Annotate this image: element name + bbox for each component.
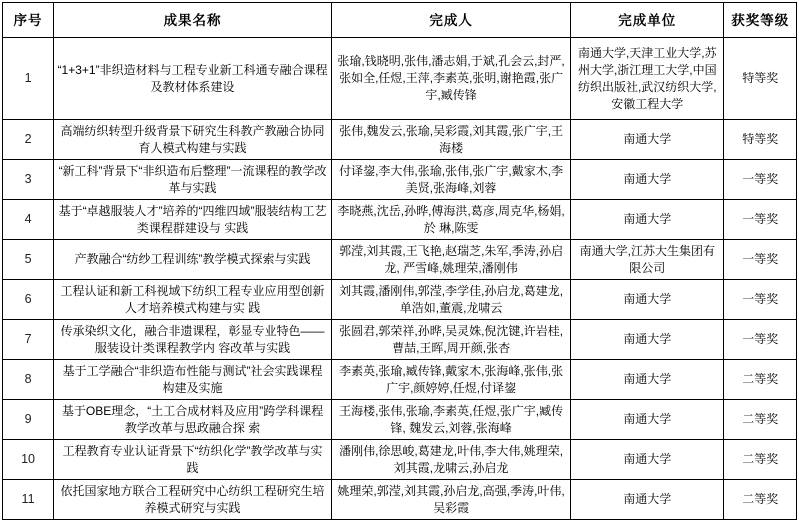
- table-row: [3, 160, 797, 200]
- cell-completing-unit: 南通大学: [571, 120, 724, 160]
- cell-achievement-name: 基于工学融合“非织造布性能与测试”社会实践课程构建及实施: [54, 360, 332, 400]
- cell-contributors: 李素英,张瑜,臧传锋,戴家木,张海峰,张伟,张广宇,颜婷婷,任煜,付译鋆: [332, 360, 571, 400]
- cell-row-number: 8: [3, 360, 54, 400]
- cell-completing-unit: 南通大学: [571, 280, 724, 320]
- table-row: [3, 480, 797, 520]
- header-cell-award: 获奖等级: [724, 3, 797, 38]
- cell-row-number: 1: [3, 38, 54, 120]
- cell-achievement-name: 工程认证和新工科视域下纺织工程专业应用型创新人才培养模式构建与实 践: [54, 280, 332, 320]
- cell-award-level: 二等奖: [724, 440, 797, 480]
- cell-row-number: 5: [3, 240, 54, 280]
- cell-completing-unit: 南通大学: [571, 360, 724, 400]
- table-row: [3, 38, 797, 120]
- cell-contributors: 张圆君,郭荣祥,孙晔,吴灵姝,倪沈键,许岩桂,曹喆,王晖,周开颜,张杏: [332, 320, 571, 360]
- table-row: [3, 120, 797, 160]
- cell-contributors: 潘刚伟,徐思峻,葛建龙,叶伟,李大伟,姚理荣,刘其霞,龙啸云,孙启龙: [332, 440, 571, 480]
- cell-row-number: 2: [3, 120, 54, 160]
- cell-contributors: 王海楼,张伟,张瑜,李素英,任煜,张广宇,臧传锋, 魏发云,刘蓉,张海峰: [332, 400, 571, 440]
- cell-award-level: 一等奖: [724, 160, 797, 200]
- cell-row-number: 4: [3, 200, 54, 240]
- cell-row-number: 7: [3, 320, 54, 360]
- cell-contributors: 姚理荣,郭滢,刘其霞,孙启龙,高强,季涛,叶伟,吴彩霞: [332, 480, 571, 520]
- cell-completing-unit: 南通大学,江苏大生集团有限公司: [571, 240, 724, 280]
- cell-completing-unit: 南通大学: [571, 160, 724, 200]
- header-cell-no: 序号: [3, 3, 54, 38]
- cell-achievement-name: “1+3+1”非织造材料与工程专业新工科通专融合课程及教材体系建设: [54, 38, 332, 120]
- cell-award-level: 二等奖: [724, 360, 797, 400]
- cell-completing-unit: 南通大学,天津工业大学,苏州大学,浙江理工大学,中国纺织出版社,武汉纺织大学,安徽工程大学: [571, 38, 724, 120]
- cell-award-level: 一等奖: [724, 320, 797, 360]
- cell-achievement-name: 高端纺织转型升级背景下研究生科教产教融合协同育人模式构建与实践: [54, 120, 332, 160]
- cell-award-level: 二等奖: [724, 400, 797, 440]
- header-cell-name: 成果名称: [54, 3, 332, 38]
- cell-award-level: 特等奖: [724, 120, 797, 160]
- table-row: [3, 440, 797, 480]
- cell-award-level: 一等奖: [724, 280, 797, 320]
- cell-row-number: 3: [3, 160, 54, 200]
- cell-award-level: 二等奖: [724, 480, 797, 520]
- cell-achievement-name: 基于“卓越服装人才”培养的“四维四域”服装结构工艺类课程群建设与 实践: [54, 200, 332, 240]
- cell-completing-unit: 南通大学: [571, 200, 724, 240]
- table-row: [3, 360, 797, 400]
- cell-achievement-name: 工程教育专业认证背景下“纺织化学”教学改革与实践: [54, 440, 332, 480]
- cell-row-number: 10: [3, 440, 54, 480]
- table-header-row: [3, 3, 797, 38]
- cell-achievement-name: 传承染织文化，融合非遗课程，彰显专业特色——服装设计类课程教学内 容改革与实践: [54, 320, 332, 360]
- cell-contributors: 张瑜,钱晓明,张伟,潘志娟,于斌,孔会云,封严,张如全,任煜,王萍,李素英,张明,谢艳霞,张广宇,臧传锋: [332, 38, 571, 120]
- cell-row-number: 11: [3, 480, 54, 520]
- award-results-table: [2, 2, 797, 520]
- header-cell-unit: 完成单位: [571, 3, 724, 38]
- cell-achievement-name: “新工科”背景下“非织造布后整理”一流课程的教学改革与实践: [54, 160, 332, 200]
- table-row: [3, 240, 797, 280]
- cell-row-number: 9: [3, 400, 54, 440]
- cell-completing-unit: 南通大学: [571, 480, 724, 520]
- cell-completing-unit: 南通大学: [571, 320, 724, 360]
- cell-award-level: 一等奖: [724, 200, 797, 240]
- cell-completing-unit: 南通大学: [571, 440, 724, 480]
- cell-contributors: 付译鋆,李大伟,张瑜,张伟,张广宇,戴家木,李美贤,张海峰,刘蓉: [332, 160, 571, 200]
- table-row: [3, 400, 797, 440]
- table-body: [3, 38, 797, 520]
- table-row: [3, 280, 797, 320]
- table-row: [3, 200, 797, 240]
- cell-contributors: 张伟,魏发云,张瑜,吴彩霞,刘其霞,张广宇,王海楼: [332, 120, 571, 160]
- cell-contributors: 刘其霞,潘刚伟,郭滢,李学佳,孙启龙,葛建龙,单浩如,董震,龙啸云: [332, 280, 571, 320]
- cell-completing-unit: 南通大学: [571, 400, 724, 440]
- cell-contributors: 李晓燕,沈岳,孙晔,傅海洪,葛彦,周克华,杨娟,於 琳,陈雯: [332, 200, 571, 240]
- cell-award-level: 一等奖: [724, 240, 797, 280]
- cell-achievement-name: 产教融合“纺纱工程训练”教学模式探索与实践: [54, 240, 332, 280]
- cell-achievement-name: 基于OBE理念，“土工合成材料及应用”跨学科课程教学改革与思政融合探 索: [54, 400, 332, 440]
- cell-contributors: 郭滢,刘其霞,王飞艳,赵瑞芝,朱军,季涛,孙启龙, 严雪峰,姚理荣,潘刚伟: [332, 240, 571, 280]
- table-row: [3, 320, 797, 360]
- cell-row-number: 6: [3, 280, 54, 320]
- cell-award-level: 特等奖: [724, 38, 797, 120]
- header-cell-people: 完成人: [332, 3, 571, 38]
- cell-achievement-name: 依托国家地方联合工程研究中心纺织工程研究生培养模式研究与实践: [54, 480, 332, 520]
